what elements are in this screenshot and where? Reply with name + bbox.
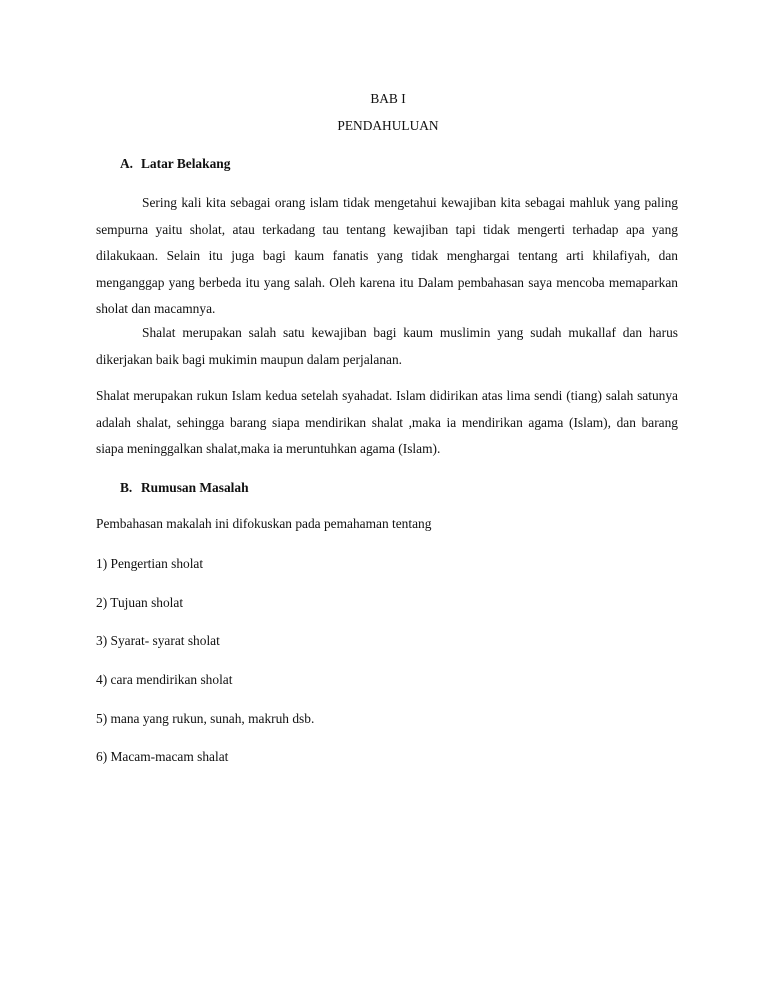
background-paragraph-2: Shalat merupakan salah satu kewajiban bagi kaum muslimin yang sudah mukallaf dan harus dikerjakan baik bagi mukimin maupun dalam perjalanan. [96, 325, 678, 367]
problem-intro: Pembahasan makalah ini difokuskan pada pemahaman tentang [96, 516, 432, 531]
section-b-heading [120, 480, 249, 496]
chapter-number: BAB I [370, 91, 406, 106]
section-a-title: Latar Belakang [141, 156, 231, 171]
section-b-letter: B. [120, 480, 133, 495]
list-item: 5) mana yang rukun, sunah, makruh dsb. [96, 711, 315, 726]
list-item: 3) Syarat- syarat sholat [96, 633, 220, 648]
list-item: 1) Pengertian sholat [96, 556, 204, 571]
list-item: 6) Macam-macam shalat [96, 749, 229, 764]
list-item: 2) Tujuan sholat [96, 595, 184, 610]
section-b-title: Rumusan Masalah [141, 480, 249, 495]
section-a-letter: A. [120, 156, 134, 171]
list-item: 4) cara mendirikan sholat [96, 672, 233, 687]
background-paragraph-3: Shalat merupakan rukun Islam kedua setelah syahadat. Islam didirikan atas lima sendi (tiang) salah satunya adalah shalat, sehingga barang siapa mendirikan shalat ,maka ia mendirikan agama (Islam), dan barang siapa meninggalkan shalat,maka ia meruntuhkan agama (Islam). [96, 388, 678, 456]
chapter-title: PENDAHULUAN [337, 118, 439, 133]
section-a-heading [120, 156, 230, 172]
background-paragraph-1: Sering kali kita sebagai orang islam tidak mengetahui kewajiban kita sebagai mahluk yang paling sempurna yaitu sholat, atau terkadang tau tentang kewajiban tapi tidak mengerti terhadap apa yang dilakukaan. Selain itu juga bagi kaum fanatis yang tidak menghargai tentang arti khilafiyah, dan menganggap yang berbeda itu yang salah. Oleh karena itu Dalam pembahasan saya mencoba memaparkan sholat dan macamnya. [96, 195, 678, 316]
